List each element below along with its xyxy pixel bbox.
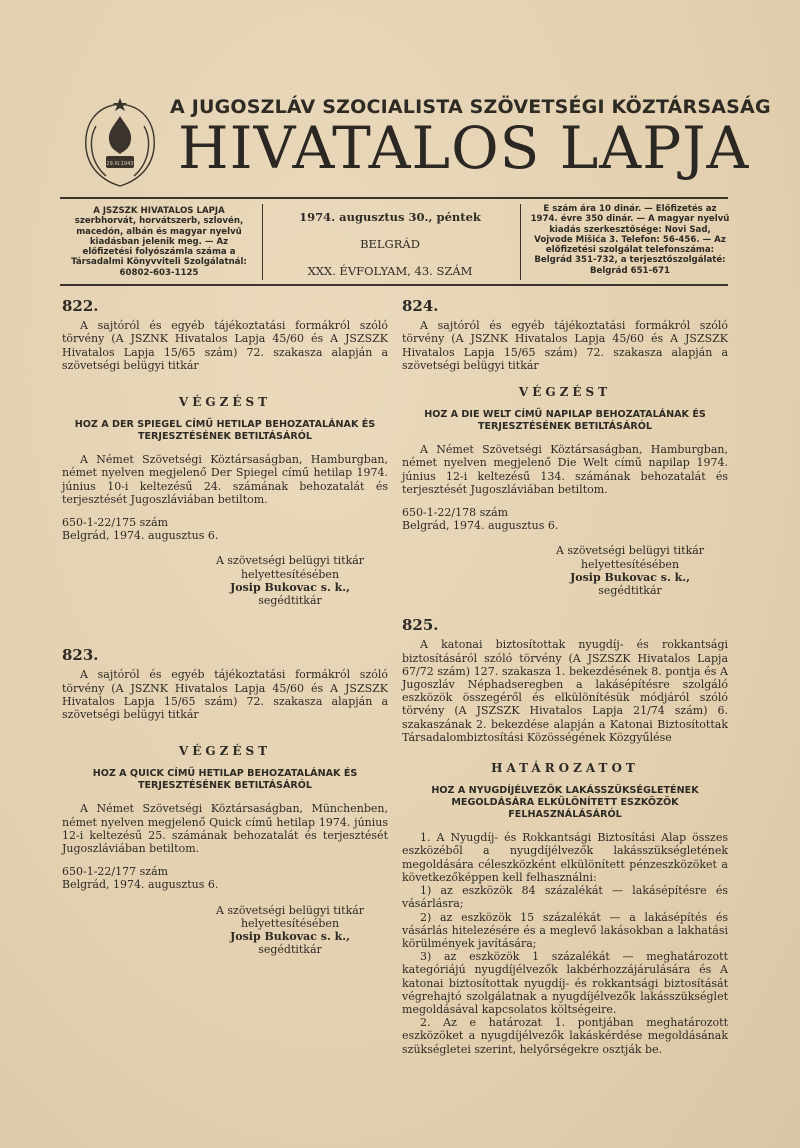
signature-line: segédtitkár	[258, 943, 322, 957]
decision-subject: HOZ A NYUGDÍJÉLVEZŐK LAKÁSSZÜKSÉGLETÉNEK MEGOLDÁSÁRA ELKÜLÖNÍTETT ESZKÖZÖK FELHASZNÁLÁSÁRÓL	[431, 785, 699, 821]
publisher-supertitle: A JUGOSZLÁV SZOCIALISTA SZÖVETSÉGI KÖZTÁRSASÁG	[170, 96, 771, 118]
decision-paragraph-2: 2. Az e határozat 1. pontjában meghatározott eszközöket a nyugdíjélvezők lakáskérdése megoldásának szükségletei szerint, helyőrségekre osztják be.	[402, 1016, 728, 1056]
signature-block	[192, 904, 388, 957]
decision-body: A Német Szövetségi Köztársaságban, Hamburgban, német nyelven megjelenő Der Spiegel című hetilap 1974. június 10-i keltezésű 24. számának behozatalát és terjesztését Jugoszláviában betiltom.	[62, 453, 388, 506]
article-intro: A sajtóról és egyéb tájékoztatási formákról szóló törvény (A JSZNK Hivatalos Lapja 45/60 és A JSZSZK Hivatalos Lapja 15/65 szám) 72. szakasza alapján a szövetségi belügyi titkár	[62, 668, 388, 722]
article-823	[62, 646, 388, 957]
decision-heading: VÉGZÉST	[178, 395, 272, 410]
decision-item-2: 2) az eszközök 15 százalékát — a lakásépítés és vásárlás hitelezésére és a meglevő lakásokban a lakhatási körülmények javítására;	[402, 910, 728, 950]
signature-line: Josip Bukovac s. k.,	[570, 570, 690, 584]
decision-paragraph-1: 1. A Nyugdíj- és Rokkantsági Biztosítási Alap összes eszközéből a nyugdíjélvezők lakásszükségletének megoldására céleszközként elkülönített pénzeszközöket a következőképpen kell felhasználni:	[402, 831, 728, 884]
reference-number: 650-1-22/177 szám	[62, 865, 169, 879]
left-column	[62, 297, 388, 957]
signature-line: helyettesítésében	[240, 916, 340, 930]
issue-place: BELGRÁD	[360, 237, 420, 251]
decision-item-1: 1) az eszközök 84 százalékát — lakásépítésre és vásárlásra;	[402, 884, 728, 911]
header-rule-bottom	[60, 284, 728, 286]
issue-number: XXX. ÉVFOLYAM, 43. SZÁM	[307, 264, 473, 278]
decision-heading: VÉGZÉST	[518, 385, 612, 400]
article-number: 825.	[402, 616, 439, 635]
decision-subject: HOZ A DER SPIEGEL CÍMŰ HETILAP BEHOZATALÁNAK ÉS TERJESZTÉSÉNEK BETILTÁSÁRÓL	[74, 419, 376, 443]
emblem-date: 29.XI.1943	[106, 161, 134, 167]
state-emblem-icon	[76, 96, 164, 192]
signature-line: Josip Bukovac s. k.,	[230, 580, 350, 594]
signature-line: segédtitkár	[258, 594, 322, 608]
decision-item-3: 3) az eszközök 1 százalékát — meghatározott kategóriájú nyugdíjélvezők lakbérhozzájárulására és A katonai biztosítottak nyugdíj- és rokkantsági biztosítását végrehajtó szolgálatnak a nyugdíjélvezők lakásszükséglet megoldásával kapcsolatos költségeire.	[402, 950, 728, 1016]
signature-line: helyettesítésében	[240, 567, 340, 581]
article-824	[402, 297, 728, 598]
article-825	[402, 616, 728, 1056]
signature-block	[192, 554, 388, 607]
header-divider	[262, 204, 263, 280]
header-rule-top	[60, 197, 728, 199]
header-divider	[520, 204, 521, 280]
reference-number: 650-1-22/175 szám	[62, 516, 169, 530]
signature-line: A szövetségi belügyi titkár	[555, 544, 705, 558]
decision-heading: HATÁROZATOT	[491, 761, 639, 776]
place-date: Belgrád, 1974. augusztus 6.	[62, 529, 219, 543]
publication-title: HIVATALOS LAPJA	[178, 114, 750, 182]
decision-heading: VÉGZÉST	[178, 744, 272, 759]
header-issue-block	[270, 210, 510, 291]
article-822	[62, 297, 388, 608]
issue-date: 1974. augusztus 30., péntek	[299, 210, 481, 224]
place-date: Belgrád, 1974. augusztus 6.	[402, 519, 559, 533]
reference-number: 650-1-22/178 szám	[402, 506, 509, 520]
decision-body: A Német Szövetségi Köztársaságban, Münchenben, német nyelven megjelenő Quick című hetilap 1974. június 12-i keltezésű 25. számának behozatalát és terjesztését Jugoszláviában betiltom.	[62, 802, 388, 856]
article-intro: A sajtóról és egyéb tájékoztatási formákról szóló törvény (A JSZNK Hivatalos Lapja 45/60 és A JSZSZK Hivatalos Lapja 15/65 szám) 72. szakasza alapján a szövetségi belügyi titkár	[402, 319, 728, 372]
article-number: 822.	[62, 297, 99, 315]
article-intro: A katonai biztosítottak nyugdíj- és rokkantsági biztosításáról szóló törvény (A JSZSZK Hivatalos Lapja 67/72 szám) 127. szakasza 1. bekezdésének 8. pontja és A Jugoszláv Néphadseregben a lakásépítésre szolgáló eszközök összegéről és elkülönítésük módjáról szóló törvény (A JSZSZK Hivatalos Lapja 21/74 szám) 6. szakaszának 2. bekezdése alapján a Katonai Biztosítottak Társadalombiztosítási Közösségének Közgyűlése	[402, 638, 728, 744]
article-number: 823.	[62, 646, 99, 665]
decision-subject: HOZ A DIE WELT CÍMŰ NAPILAP BEHOZATALÁNAK ÉS TERJESZTÉSÉNEK BETILTÁSÁRÓL	[424, 409, 706, 433]
decision-body: A Német Szövetségi Köztársaságban, Hamburgban, német nyelven megjelenő Die Welt című napilap 1974. június 12-i keltezésű 134. számának behozatalát és terjesztését Jugoszláviában betiltom.	[402, 443, 728, 496]
header-left-info: A JSZSZK HIVATALOS LAPJA szerbhorvát, horvátszerb, szlovén, macedón, albán és magyar nyelvű kiadásban jelenik meg. — Az előfizetési folyószámla száma a Társadalmi Könyvviteli Szolgálatnál: 60802-603-1125	[71, 206, 247, 278]
article-intro: A sajtóról és egyéb tájékoztatási formákról szóló törvény (A JSZNK Hivatalos Lapja 45/60 és A JSZSZK Hivatalos Lapja 15/65 szám) 72. szakasza alapján a szövetségi belügyi titkár	[62, 319, 388, 372]
right-column	[402, 297, 728, 1056]
decision-subject: HOZ A QUICK CÍMŰ HETILAP BEHOZATALÁNAK ÉS TERJESZTÉSÉNEK BETILTÁSÁRÓL	[92, 768, 358, 792]
signature-block	[532, 544, 728, 597]
signature-line: helyettesítésében	[580, 557, 680, 571]
article-number: 824.	[402, 297, 439, 315]
signature-line: A szövetségi belügyi titkár	[215, 903, 365, 917]
place-date: Belgrád, 1974. augusztus 6.	[62, 878, 219, 892]
signature-line: A szövetségi belügyi titkár	[215, 554, 365, 568]
signature-line: Josip Bukovac s. k.,	[230, 930, 350, 944]
header-right-info: E szám ára 10 dinár. — Előfizetés az 1974. évre 350 dinár. — A magyar nyelvű kiadás szerkesztősége: Novi Sad, Vojvode Mišića 3. Telefon: 56-456. — Az előfizetési szolgálat telefonszáma: Belgrád 351-732, a terjesztőszolgálaté: Belgrád 651-671	[530, 204, 730, 276]
signature-line: segédtitkár	[598, 584, 662, 598]
